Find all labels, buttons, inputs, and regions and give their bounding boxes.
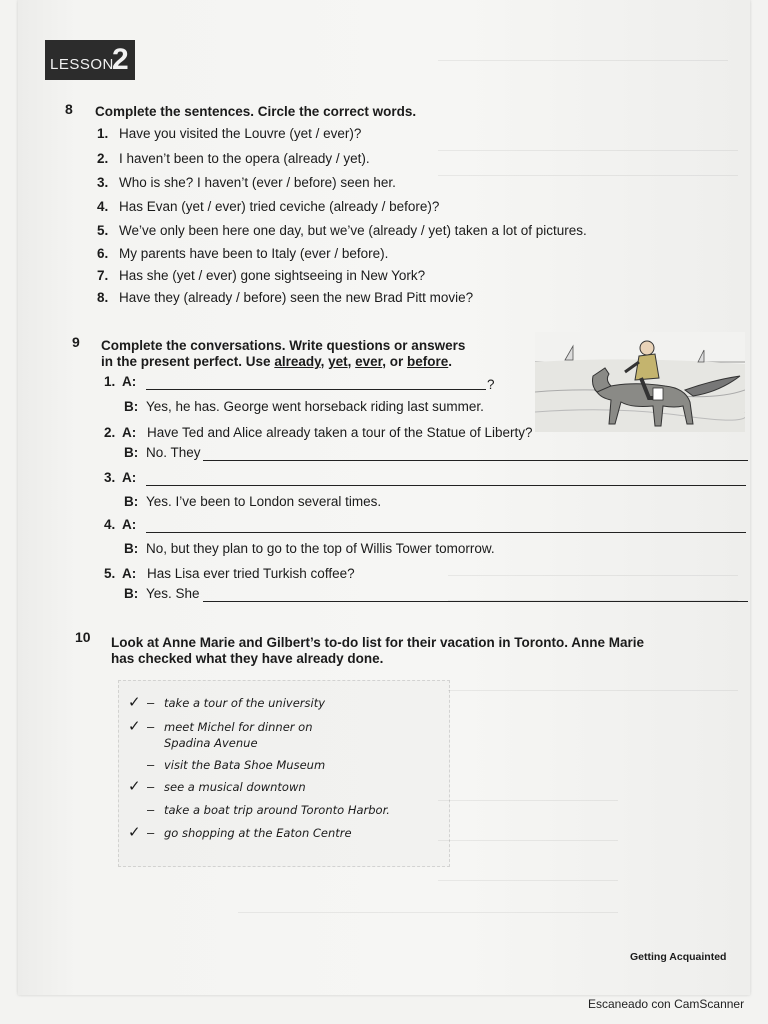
exercise-8-item xyxy=(97,198,439,215)
speaker-b-line: Yes, he has. George went horseback riding last summer. xyxy=(146,399,484,414)
answer-blank[interactable] xyxy=(146,389,486,390)
instruction-text: or xyxy=(389,354,404,369)
item-number: 6. xyxy=(97,246,109,261)
keyword-already: already xyxy=(274,354,321,369)
scanner-watermark: Escaneado con CamScanner xyxy=(588,997,745,1011)
worksheet-page xyxy=(18,0,750,995)
speaker-b-label: B: xyxy=(124,494,139,509)
speaker-a-label: A: xyxy=(122,425,137,440)
speaker-b-label: B: xyxy=(124,399,139,414)
exercise-9-number: 9 xyxy=(72,334,80,350)
keyword-ever: ever xyxy=(355,354,383,369)
exercise-8-item xyxy=(97,174,396,191)
todo-item-text: go shopping at the Eaton Centre xyxy=(164,826,352,840)
answer-blank[interactable] xyxy=(203,601,748,602)
item-number: 7. xyxy=(97,268,109,283)
lesson-number: 2 xyxy=(112,43,129,76)
todo-item-text: take a tour of the university xyxy=(164,696,326,710)
check-mark-icon: ✓ xyxy=(128,778,141,795)
exercise-9-instruction-line1: Complete the conversations. Write questions or answers xyxy=(101,338,466,353)
item-number: 1. xyxy=(97,126,109,141)
item-number: 8. xyxy=(97,290,109,305)
item-number: 3. xyxy=(97,175,109,190)
todo-item-text: visit the Bata Shoe Museum xyxy=(164,758,326,772)
item-sentence[interactable]: Has she (yet / ever) gone sightseeing in New York? xyxy=(119,268,426,283)
speaker-a-line: Has Lisa ever tried Turkish coffee? xyxy=(147,566,355,581)
item-sentence[interactable]: My parents have been to Italy (ever / before). xyxy=(119,246,389,261)
item-number: 5. xyxy=(97,223,109,238)
exercise-9-instruction-line2: in the present perfect. Use already, yet, ever, or before. xyxy=(101,354,453,369)
speaker-b-line: Yes. I’ve been to London several times. xyxy=(146,494,382,509)
keyword-before: before xyxy=(406,354,449,369)
todo-item-text: see a musical downtown xyxy=(164,780,306,794)
answer-blank[interactable] xyxy=(146,485,746,486)
dash-icon: – xyxy=(147,719,155,734)
item-sentence[interactable]: We’ve only been here one day, but we’ve (already / yet) taken a lot of pictures. xyxy=(119,223,587,238)
todo-item-text: Spadina Avenue xyxy=(164,736,258,750)
dash-icon: – xyxy=(147,802,155,817)
exercise-8-item xyxy=(97,150,370,167)
dash-icon: – xyxy=(147,695,155,710)
bleed-through-line xyxy=(448,690,738,691)
exercise-10-instruction-line2: has checked what they have already done. xyxy=(111,651,384,666)
exercise-8-item xyxy=(97,267,425,284)
bleed-through-line xyxy=(438,880,618,881)
speaker-a-line: Have Ted and Alice already taken a tour of the Statue of Liberty? xyxy=(147,425,533,440)
bleed-through-line xyxy=(438,175,738,176)
todo-item-text: take a boat trip around Toronto Harbor. xyxy=(164,803,390,817)
question-mark: ? xyxy=(487,377,495,392)
bleed-through-line xyxy=(438,800,618,801)
todo-item-text: meet Michel for dinner on xyxy=(164,720,313,734)
speaker-a-label: A: xyxy=(122,374,137,389)
item-number: 4. xyxy=(97,199,109,214)
speaker-b-line: No. They xyxy=(146,445,201,460)
horse-rider-illustration xyxy=(535,332,745,432)
conversation-number: 1. xyxy=(104,374,116,389)
item-sentence[interactable]: Have you visited the Louvre (yet / ever)? xyxy=(119,126,362,141)
check-mark-icon: ✓ xyxy=(128,718,141,735)
speaker-b-label: B: xyxy=(124,586,139,601)
keyword-yet: yet xyxy=(328,354,348,369)
exercise-10-instruction-line1: Look at Anne Marie and Gilbert’s to-do list for their vacation in Toronto. Anne Marie xyxy=(111,635,645,650)
dash-icon: – xyxy=(147,779,155,794)
exercise-10-number: 10 xyxy=(75,629,91,645)
item-sentence[interactable]: I haven’t been to the opera (already / yet). xyxy=(119,151,370,166)
instruction-text: in the present perfect. Use xyxy=(101,354,271,369)
conversation-number: 5. xyxy=(104,566,116,581)
lesson-label: LESSON xyxy=(50,56,114,73)
exercise-8-item xyxy=(97,245,388,262)
speaker-a-label: A: xyxy=(122,470,137,485)
exercise-8-item xyxy=(97,125,361,142)
speaker-b-line: No, but they plan to go to the top of Willis Tower tomorrow. xyxy=(146,541,495,556)
item-sentence[interactable]: Who is she? I haven’t (ever / before) seen her. xyxy=(119,175,396,190)
bleed-through-line xyxy=(438,150,738,151)
exercise-8-number: 8 xyxy=(65,101,73,117)
conversation-number: 2. xyxy=(104,425,116,440)
speaker-b-label: B: xyxy=(124,541,139,556)
lesson-badge xyxy=(45,40,135,80)
dash-icon: – xyxy=(147,757,155,772)
dash-icon: – xyxy=(147,825,155,840)
page-footer: Getting Acquainted xyxy=(630,951,727,963)
check-mark-icon: ✓ xyxy=(128,694,141,711)
speaker-a-label: A: xyxy=(122,517,137,532)
speaker-a-label: A: xyxy=(122,566,137,581)
speaker-b-label: B: xyxy=(124,445,139,460)
bleed-through-line xyxy=(448,575,738,576)
answer-blank[interactable] xyxy=(146,532,746,533)
item-sentence[interactable]: Has Evan (yet / ever) tried ceviche (already / before)? xyxy=(119,199,440,214)
conversation-number: 3. xyxy=(104,470,116,485)
check-mark-icon: ✓ xyxy=(128,824,141,841)
exercise-8-item xyxy=(97,222,587,239)
item-number: 2. xyxy=(97,151,109,166)
exercise-8-item xyxy=(97,289,473,306)
bleed-through-line xyxy=(238,912,618,913)
answer-blank[interactable] xyxy=(203,460,748,461)
conversation-number: 4. xyxy=(104,517,116,532)
bleed-through-line xyxy=(438,840,618,841)
item-sentence[interactable]: Have they (already / before) seen the new Brad Pitt movie? xyxy=(119,290,474,305)
speaker-b-line: Yes. She xyxy=(146,586,200,601)
exercise-8-instruction: Complete the sentences. Circle the correct words. xyxy=(95,104,417,119)
bleed-through-line xyxy=(438,60,728,61)
